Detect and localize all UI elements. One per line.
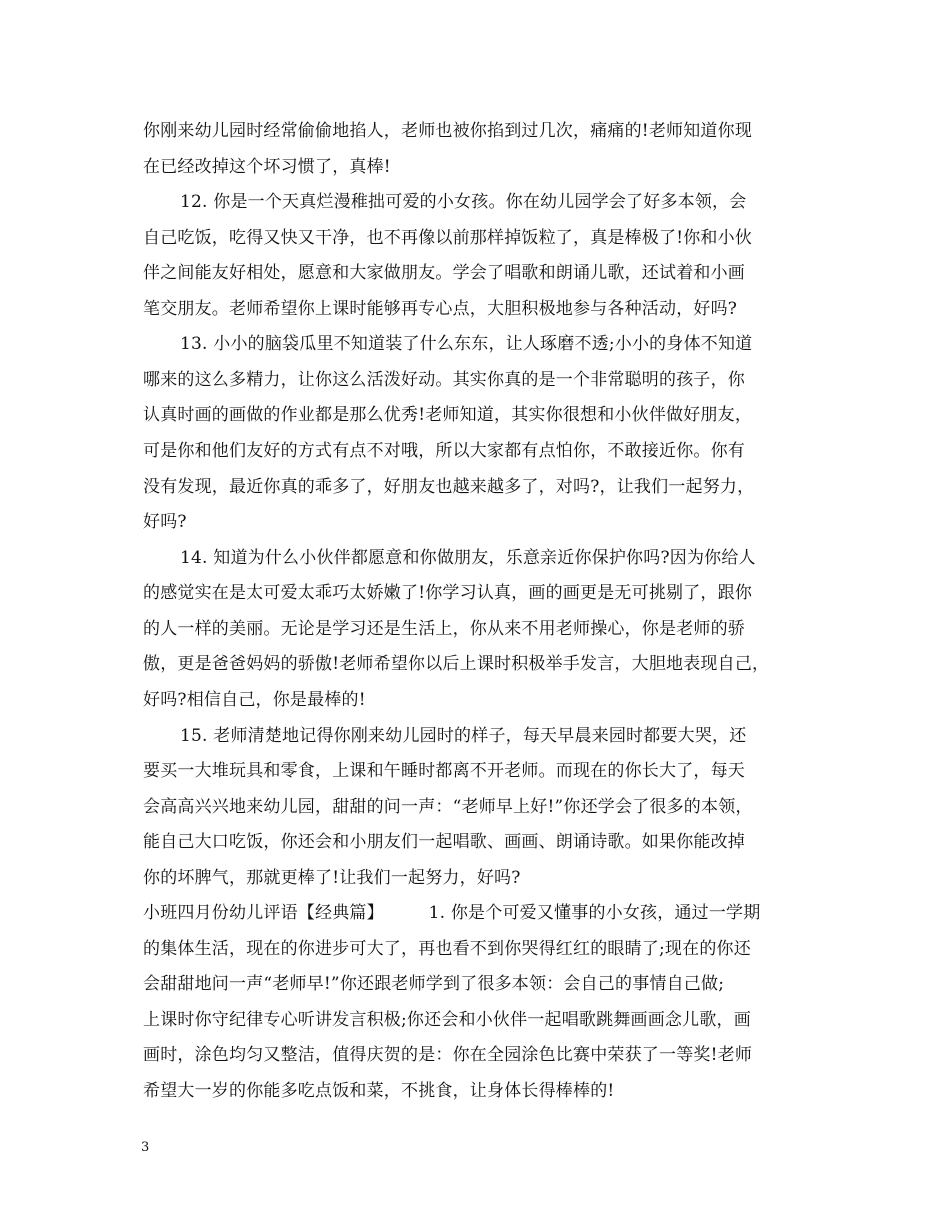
text-line: 的感觉实在是太可爱太乖巧太娇嫩了!你学习认真，画的画更是无可挑剔了，跟你: [143, 583, 753, 603]
paragraph-15-start: 15. 老师清楚地记得你刚来幼儿园时的样子，每天早晨来园时都要大哭，还: [180, 726, 747, 746]
text-line: 的人一样的美丽。无论是学习还是生活上，你从来不用老师操心，你是老师的骄: [143, 619, 745, 639]
text-line: 能自己大口吃饭，你还会和小朋友们一起唱歌、画画、朗诵诗歌。如果你能改掉: [143, 832, 745, 852]
text-line: 哪来的这么多精力，让你这么活泼好动。其实你真的是一个非常聪明的孩子，你: [143, 370, 745, 390]
text-line: 傲，更是爸爸妈妈的骄傲!老师希望你以后上课时积极举手发言，大胆地表现自己，: [143, 654, 770, 674]
paragraph-13-start: 13. 小小的脑袋瓜里不知道装了什么东东，让人琢磨不透;小小的身体不知道: [180, 334, 753, 354]
text-line: 要买一大堆玩具和零食，上课和午睡时都离不开老师。而现在的你长大了，每天: [143, 761, 745, 781]
section-heading-line: 小班四月份幼儿评语【经典篇】 1. 你是个可爱又懂事的小女孩，通过一学期: [143, 903, 761, 923]
paragraph-14-start: 14. 知道为什么小伙伴都愿意和你做朋友，乐意亲近你保护你吗?因为你给人: [180, 548, 756, 568]
paragraph-12-start: 12. 你是一个天真烂漫稚拙可爱的小女孩。你在幼儿园学会了好多本领，会: [180, 192, 747, 212]
text-line: 你刚来幼儿园时经常偷偷地掐人，老师也被你掐到过几次，痛痛的!老师知道你现: [143, 121, 753, 141]
text-line: 会甜甜地问一声“老师早!”你还跟老师学到了很多本领：会自己的事情自己做;: [143, 974, 725, 994]
text-line: 在已经改掉这个坏习惯了，真棒!: [143, 157, 391, 177]
text-line: 认真时画的画做的作业都是那么优秀!老师知道，其实你很想和小伙伴做好朋友，: [143, 405, 753, 425]
text-line: 的集体生活，现在的你进步可大了，再也看不到你哭得红红的眼睛了;现在的你还: [143, 939, 751, 959]
text-line: 好吗?相信自己，你是最棒的!: [143, 690, 366, 710]
text-line: 好吗?: [143, 512, 187, 532]
text-line: 笔交朋友。老师希望你上课时能够再专心点，大胆积极地参与各种活动，好吗?: [143, 299, 738, 319]
text-line: 没有发现，最近你真的乖多了，好朋友也越来越多了，对吗?，让我们一起努力，: [143, 477, 755, 497]
text-line: 可是你和他们友好的方式有点不对哦，所以大家都有点怕你，不敢接近你。你有: [143, 441, 745, 461]
text-line: 你的坏脾气，那就更棒了!让我们一起努力，好吗?: [143, 868, 521, 888]
text-line: 会高高兴兴地来幼儿园，甜甜的问一声：“老师早上好!”你还学会了很多的本领，: [143, 797, 753, 817]
page-number: 3: [141, 1140, 150, 1155]
text-line: 希望大一岁的你能多吃点饭和菜，不挑食，让身体长得棒棒的!: [143, 1081, 615, 1101]
text-line: 画时，涂色均匀又整洁，值得庆贺的是：你在全园涂色比赛中荣获了一等奖!老师: [143, 1045, 753, 1065]
text-line: 自己吃饭，吃得又快又干净，也不再像以前那样掉饭粒了，真是棒极了!你和小伙: [143, 228, 753, 248]
text-line: 伴之间能友好相处，愿意和大家做朋友。学会了唱歌和朗诵儿歌，还试着和小画: [143, 263, 745, 283]
text-line: 上课时你守纪律专心听讲发言积极;你还会和小伙伴一起唱歌跳舞画画念儿歌，画: [143, 1010, 751, 1030]
